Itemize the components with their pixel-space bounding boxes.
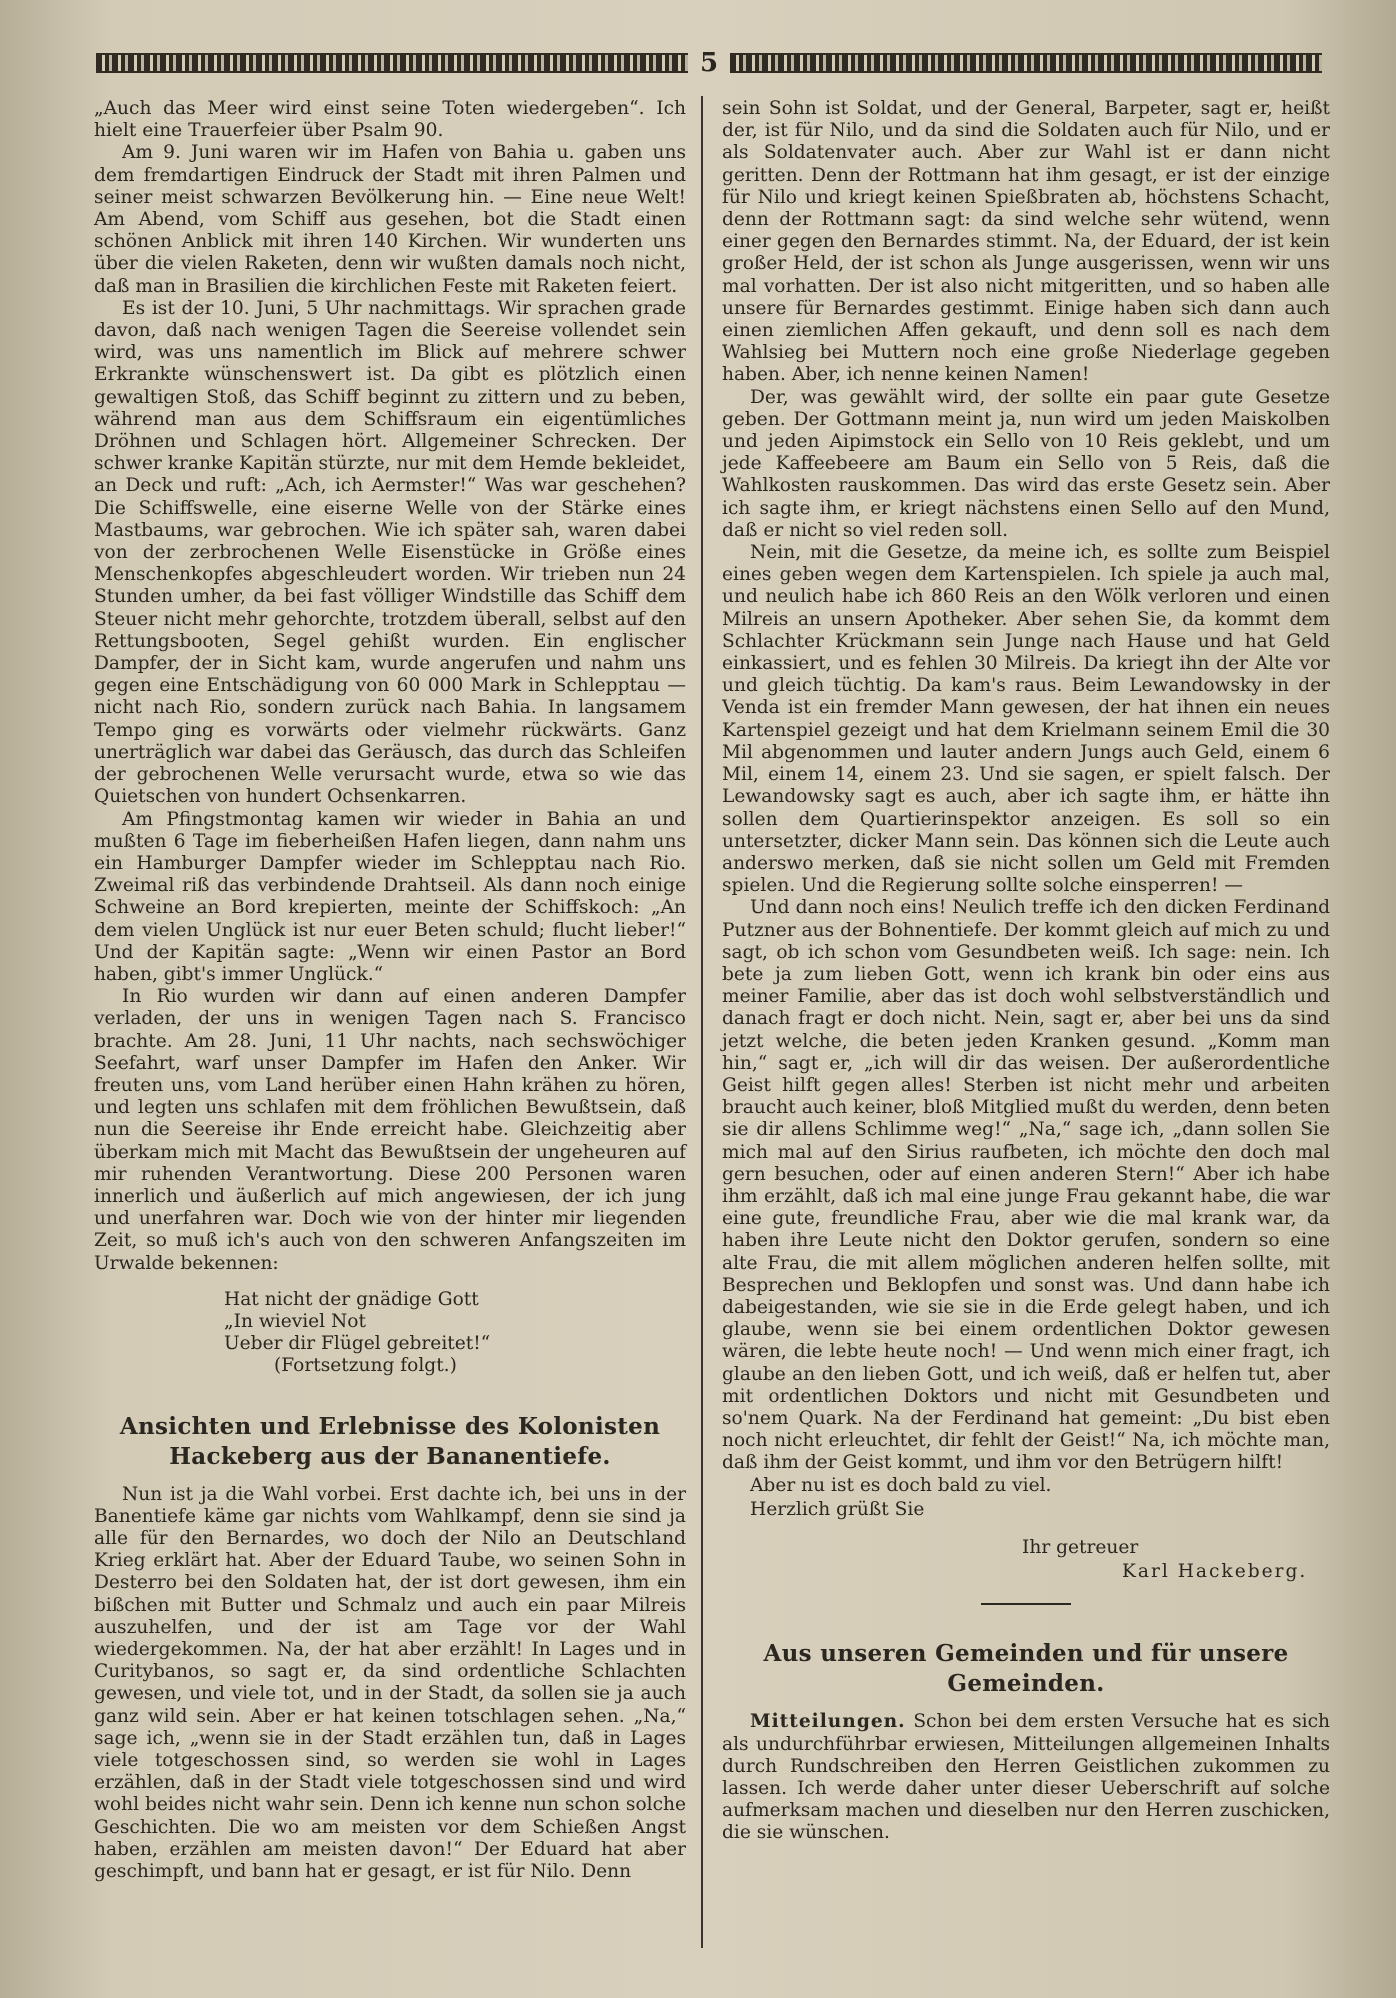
- paragraph: Und dann noch eins! Neulich treffe ich den dicken Ferdinand Putzner aus der Bohnentiefe. Der kommt gleich auf mich zu und sagt, ob ich schon vom Gesundbeten weiß. Ich sage: nein. Ich bete ja zum lieben Gott, wenn ich krank bin oder eins aus meiner Familie, aber das ist doch wohl selbstverständlich und danach fragt er doch nicht. Nein, sagt er, aber bei uns da sind jetzt welche, die beten jeden Kranken gesund. „Komm man hin,“ sagt er, „ich will dir das weisen. Der außerordentliche Geist hilft gegen alles! Sterben ist nicht mehr und arbeiten braucht auch keiner, bloß Mitglied mußt du werden, denn beten sie dir allens Schlimme weg!“ „Na,“ sage ich, „dann sollen Sie mich mal auf den Sirius raufbeten, ich möchte den doch mal gern besuchen, oder auf einen anderen Stern!“ Aber ich habe ihm erzählt, daß ich mal eine junge Frau gekannt habe, die war eine gute, freundliche Frau, aber wie die mal krank war, da haben ihre Leute nicht den Doktor gerufen, sondern so eine alte Frau, die mit allem möglichen anderen helfen sollte, mit Besprechen und Beklopfen und sonst was. Und dann habe ich dabeigestanden, wie sie sie in die Erde gelegt haben, und ich glaube, wenn sie bei einem ordentlichen Doktor gewesen wären, die lebte heute noch! — Und wenn mich einer fragt, ich glaube an den lieben Gott, und ich weiß, daß er helfen tut, aber mit ordentlichen Doktors und nicht mit Gesundbeten und so'nem Quark. Na der Ferdinand hat gemeint: „Du bist eben noch nicht erleuchtet, dir fehlt der Geist!“ Na, ich möchte man, daß ihm der Geist kommt, und ihm vor den Betrügern hilft!: [722, 897, 1330, 1474]
- poem: [224, 1289, 686, 1378]
- column-divider: [701, 96, 703, 1948]
- paragraph: „Auch das Meer wird einst seine Toten wiedergeben“. Ich hielt eine Trauerfeier über Psalm 90.: [94, 98, 686, 142]
- header-ornament-right: [730, 53, 1322, 73]
- paragraph: In Rio wurden wir dann auf einen anderen Dampfer verladen, der uns in wenigen Tagen nach S. Francisco brachte. Am 28. Juni, 11 Uhr nachts, nach sechswöchiger Seefahrt, warf unser Dampfer im Hafen den Anker. Wir freuten uns, vom Land herüber einen Hahn krähen zu hören, und legten uns schlafen mit dem fröhlichen Bewußtsein, daß nun die Seereise ihr Ende erreicht habe. Gleichzeitig aber überkam mich mit Macht das Bewußtsein der ungeheuren auf mir ruhenden Verantwortung. Diese 200 Personen waren innerlich und äußerlich auf mich angewiesen, der ich jung und unerfahren war. Doch wie von der hinter mir liegenden Zeit, so muß ich's auch von den schweren Anfangszeiten im Urwalde bekennen:: [94, 986, 686, 1274]
- page-header: [96, 48, 1322, 78]
- paragraph: Nun ist ja die Wahl vorbei. Erst dachte ich, bei uns in der Banentiefe käme gar nichts vom Wahlkampf, denn sie sind ja alle für den Bernardes, wo doch der Nilo an Deutschland Krieg erklärt hat. Aber der Eduard Taube, wo seinen Sohn in Desterro bei den Soldaten hat, der ist dort gewesen, ihm ein bißchen mit Butter und Schmalz und auch ein paar Milreis auszuhelfen, und der ist am Tage vor der Wahl wiedergekommen. Na, der hat aber erzählt! In Lages und in Curitybanos, so sagt er, da sind ordentliche Schlachten gewesen, und viele tot, und in der Stadt, da sollen sie ja auch ganz wild sein. Aber er hat keinen totschlagen sehen. „Na,“ sage ich, „wenn sie in der Stadt erzählen tun, daß in Lages viele totgeschossen sind, so werden sie wohl in Lages erzählen, daß in der Stadt viele totgeschossen sind und wird wohl beides nicht wahr sein. Denn ich kenne nun schon solche Geschichten. Die wo am meisten vor dem Schießen Angst haben, erzählen am meisten davon!“ Der Eduard hat aber geschimpft, und bann hat er gesagt, er ist für Nilo. Denn: [94, 1483, 686, 1883]
- page-number: 5: [699, 48, 719, 78]
- continuation-note: (Fortsetzung folgt.): [274, 1355, 457, 1377]
- section-title: Aus unseren Gemeinden und für unsere Gemeinden.: [763, 1640, 1289, 1698]
- poem-line: Hat nicht der gnädige Gott: [224, 1288, 479, 1310]
- header-ornament-left: [96, 53, 688, 73]
- paragraph: Am 9. Juni waren wir im Hafen von Bahia u. gaben uns dem fremdartigen Eindruck der Stadt mit ihren Palmen und seiner meist schwarzen Bevölkerung hin. — Eine neue Welt! Am Abend, vom Schiff aus gesehen, bot die Stadt einen schönen Anblick mit ihren 140 Kirchen. Wir wunderten uns über die vielen Raketen, denn wir wußten damals noch nicht, daß man in Brasilien die kirchlichen Feste mit Raketen feiert.: [94, 142, 686, 297]
- letter-greeting: Herzlich grüßt Sie: [750, 1498, 925, 1520]
- letter-closing: Ihr getreuer: [1022, 1537, 1139, 1558]
- notice-text: Schon bei dem ersten Versuche hat es sich als undurchführbar erwiesen, Mitteilungen allgemeinen Inhalts durch Rundschreiben den Herren Geistlichen zukommen zu lassen. Ich werde daher unter dieser Ueberschrift auf solche aufmerksam machen und dieselben nur den Herren zuschicken, die sie wünschen.: [722, 1711, 1330, 1844]
- section-rule: [981, 1603, 1071, 1605]
- poem-line: Ueber dir Flügel gebreitet!“: [224, 1333, 491, 1355]
- paragraph: Nein, mit die Gesetze, da meine ich, es sollte zum Beispiel eines geben wegen dem Kartenspielen. Ich spiele ja auch mal, und neulich habe ich 860 Reis an den Wölk verloren und einen Milreis an unsern Apotheker. Aber sehen Sie, da kommt dem Schlachter Krückmann sein Junge nach Hause und hat Geld einkassiert, und es fehlen 30 Milreis. Da kriegt ihn der Alte vor und gleich tüchtig. Da kam's raus. Beim Lewandowsky in der Venda ist ein fremder Mann gewesen, der hat ihnen ein neues Kartenspiel gezeigt und hat dem Krielmann seinem Emil die 30 Mil abgenommen und lauter andern Jungs auch Geld, einem 6 Mil, einem 14, einem 23. Und sie sagen, er spielt falsch. Der Lewandowsky sagt es auch, aber ich sagte ihm, er hätte ihn sollen dem Quartierinspektor anzeigen. Es soll so ein untersetzter, dicker Mann sein. Das können sich die Leute auch anderswo merken, daß sie nicht sollen um Geld mit Fremden spielen. Und die Regierung sollte solche einsperren! —: [722, 542, 1330, 897]
- letter-signature: Karl Hackeberg.: [1122, 1561, 1308, 1583]
- right-column: [722, 98, 1330, 1845]
- paragraph: Es ist der 10. Juni, 5 Uhr nachmittags. Wir sprachen grade davon, daß nach wenigen Tagen die Seereise vollendet sein wird, was uns namentlich im Blick auf mehrere schwer Erkrankte wünschenswert ist. Da gibt es plötzlich einen gewaltigen Stoß, das Schiff beginnt zu zittern und zu beben, während man aus dem Schiffsraum ein eigentümliches Dröhnen und Schlagen hört. Allgemeiner Schrecken. Der schwer kranke Kapitän stürzte, nur mit dem Hemde bekleidet, an Deck und ruft: „Ach, ich Aermster!“ Was war geschehen? Die Schiffswelle, eine eiserne Welle von der Stärke eines Mastbaums, war gebrochen. Wie ich später sah, waren dabei von der zerbrochenen Welle Eisenstücke in Größe eines Menschenkopfes abgeschleudert worden. Wir trieben nun 24 Stunden umher, da bei fast völliger Windstille das Schiff dem Steuer nicht mehr gehorchte, trotzdem überall, selbst auf den Rettungsbooten, Segel gehißt wurden. Ein englischer Dampfer, der in Sicht kam, wurde angerufen und nahm uns gegen eine Entschädigung von 60 000 Mark in Schlepptau — nicht nach Rio, sondern zurück nach Bahia. In langsamem Tempo ging es vorwärts oder vielmehr rückwärts. Ganz unerträglich war dabei das Geräusch, das durch das Schleifen der gebrochenen Welle verursacht wurde, etwa so wie das Quietschen von hundert Ochsenkarren.: [94, 297, 686, 808]
- notice-lead: Mitteilungen.: [750, 1711, 906, 1733]
- article-title: Ansichten und Erlebnisse des Kolonisten Hackeberg aus der Bananentiefe.: [119, 1412, 661, 1470]
- paragraph: sein Sohn ist Soldat, und der General, Barpeter, sagt er, heißt der, ist für Nilo, und da sind die Soldaten auch für Nilo, und er als Soldatenvater auch. Aber zur Wahl ist er dann nicht geritten. Denn der Rottmann hat ihm gesagt, er ist der einzige für Nilo und kriegt keinen Spießbraten ab, höchstens Schacht, denn der Rottmann sagt: da sind welche sehr wütend, wenn einer gegen den Bernardes stimmt. Na, der Eduard, der ist kein großer Held, der ist schon als Junge ausgerissen, wenn wir uns mal vorhatten. Der ist also nicht mitgeritten, und so haben alle unsere für Bernardes gestimmt. Einige haben sich dann auch einen ziemlichen Affen gekauft, und denn soll es nach dem Wahlsieg bei Muttern noch eine große Niederlage gegeben haben. Aber, ich nenne keinen Namen!: [722, 98, 1330, 386]
- paragraph: Aber nu ist es doch bald zu viel.: [750, 1474, 1052, 1496]
- left-column: [94, 98, 686, 1883]
- notice-paragraph: [722, 1711, 1330, 1844]
- poem-line: „In wieviel Not: [224, 1310, 366, 1332]
- paragraph: Am Pfingstmontag kamen wir wieder in Bahia an und mußten 6 Tage im fieberheißen Hafen liegen, dann nahm uns ein Hamburger Dampfer wieder im Schlepptau nach Rio. Zweimal riß das verbindende Drahtseil. Als dann noch einige Schweine an Bord krepierten, meinte der Schiffskoch: „An dem vielen Unglück ist nur euer Beten schuld; flucht lieber!“ Und der Kapitän sagte: „Wenn wir einen Pastor an Bord haben, gibt's immer Unglück.“: [94, 808, 686, 985]
- paragraph: Der, was gewählt wird, der sollte ein paar gute Gesetze geben. Der Gottmann meint ja, nun wird um jeden Maiskolben und jeden Aipimstock ein Sello von 10 Reis geklebt, und um jede Kaffeebeere am Baum ein Sello von 5 Reis, daß die Wahlkosten rauskommen. Das wird das erste Gesetz sein. Aber ich sagte ihm, er kriegt nächstens einen Sello auf den Mund, daß er nicht so viel reden soll.: [722, 386, 1330, 541]
